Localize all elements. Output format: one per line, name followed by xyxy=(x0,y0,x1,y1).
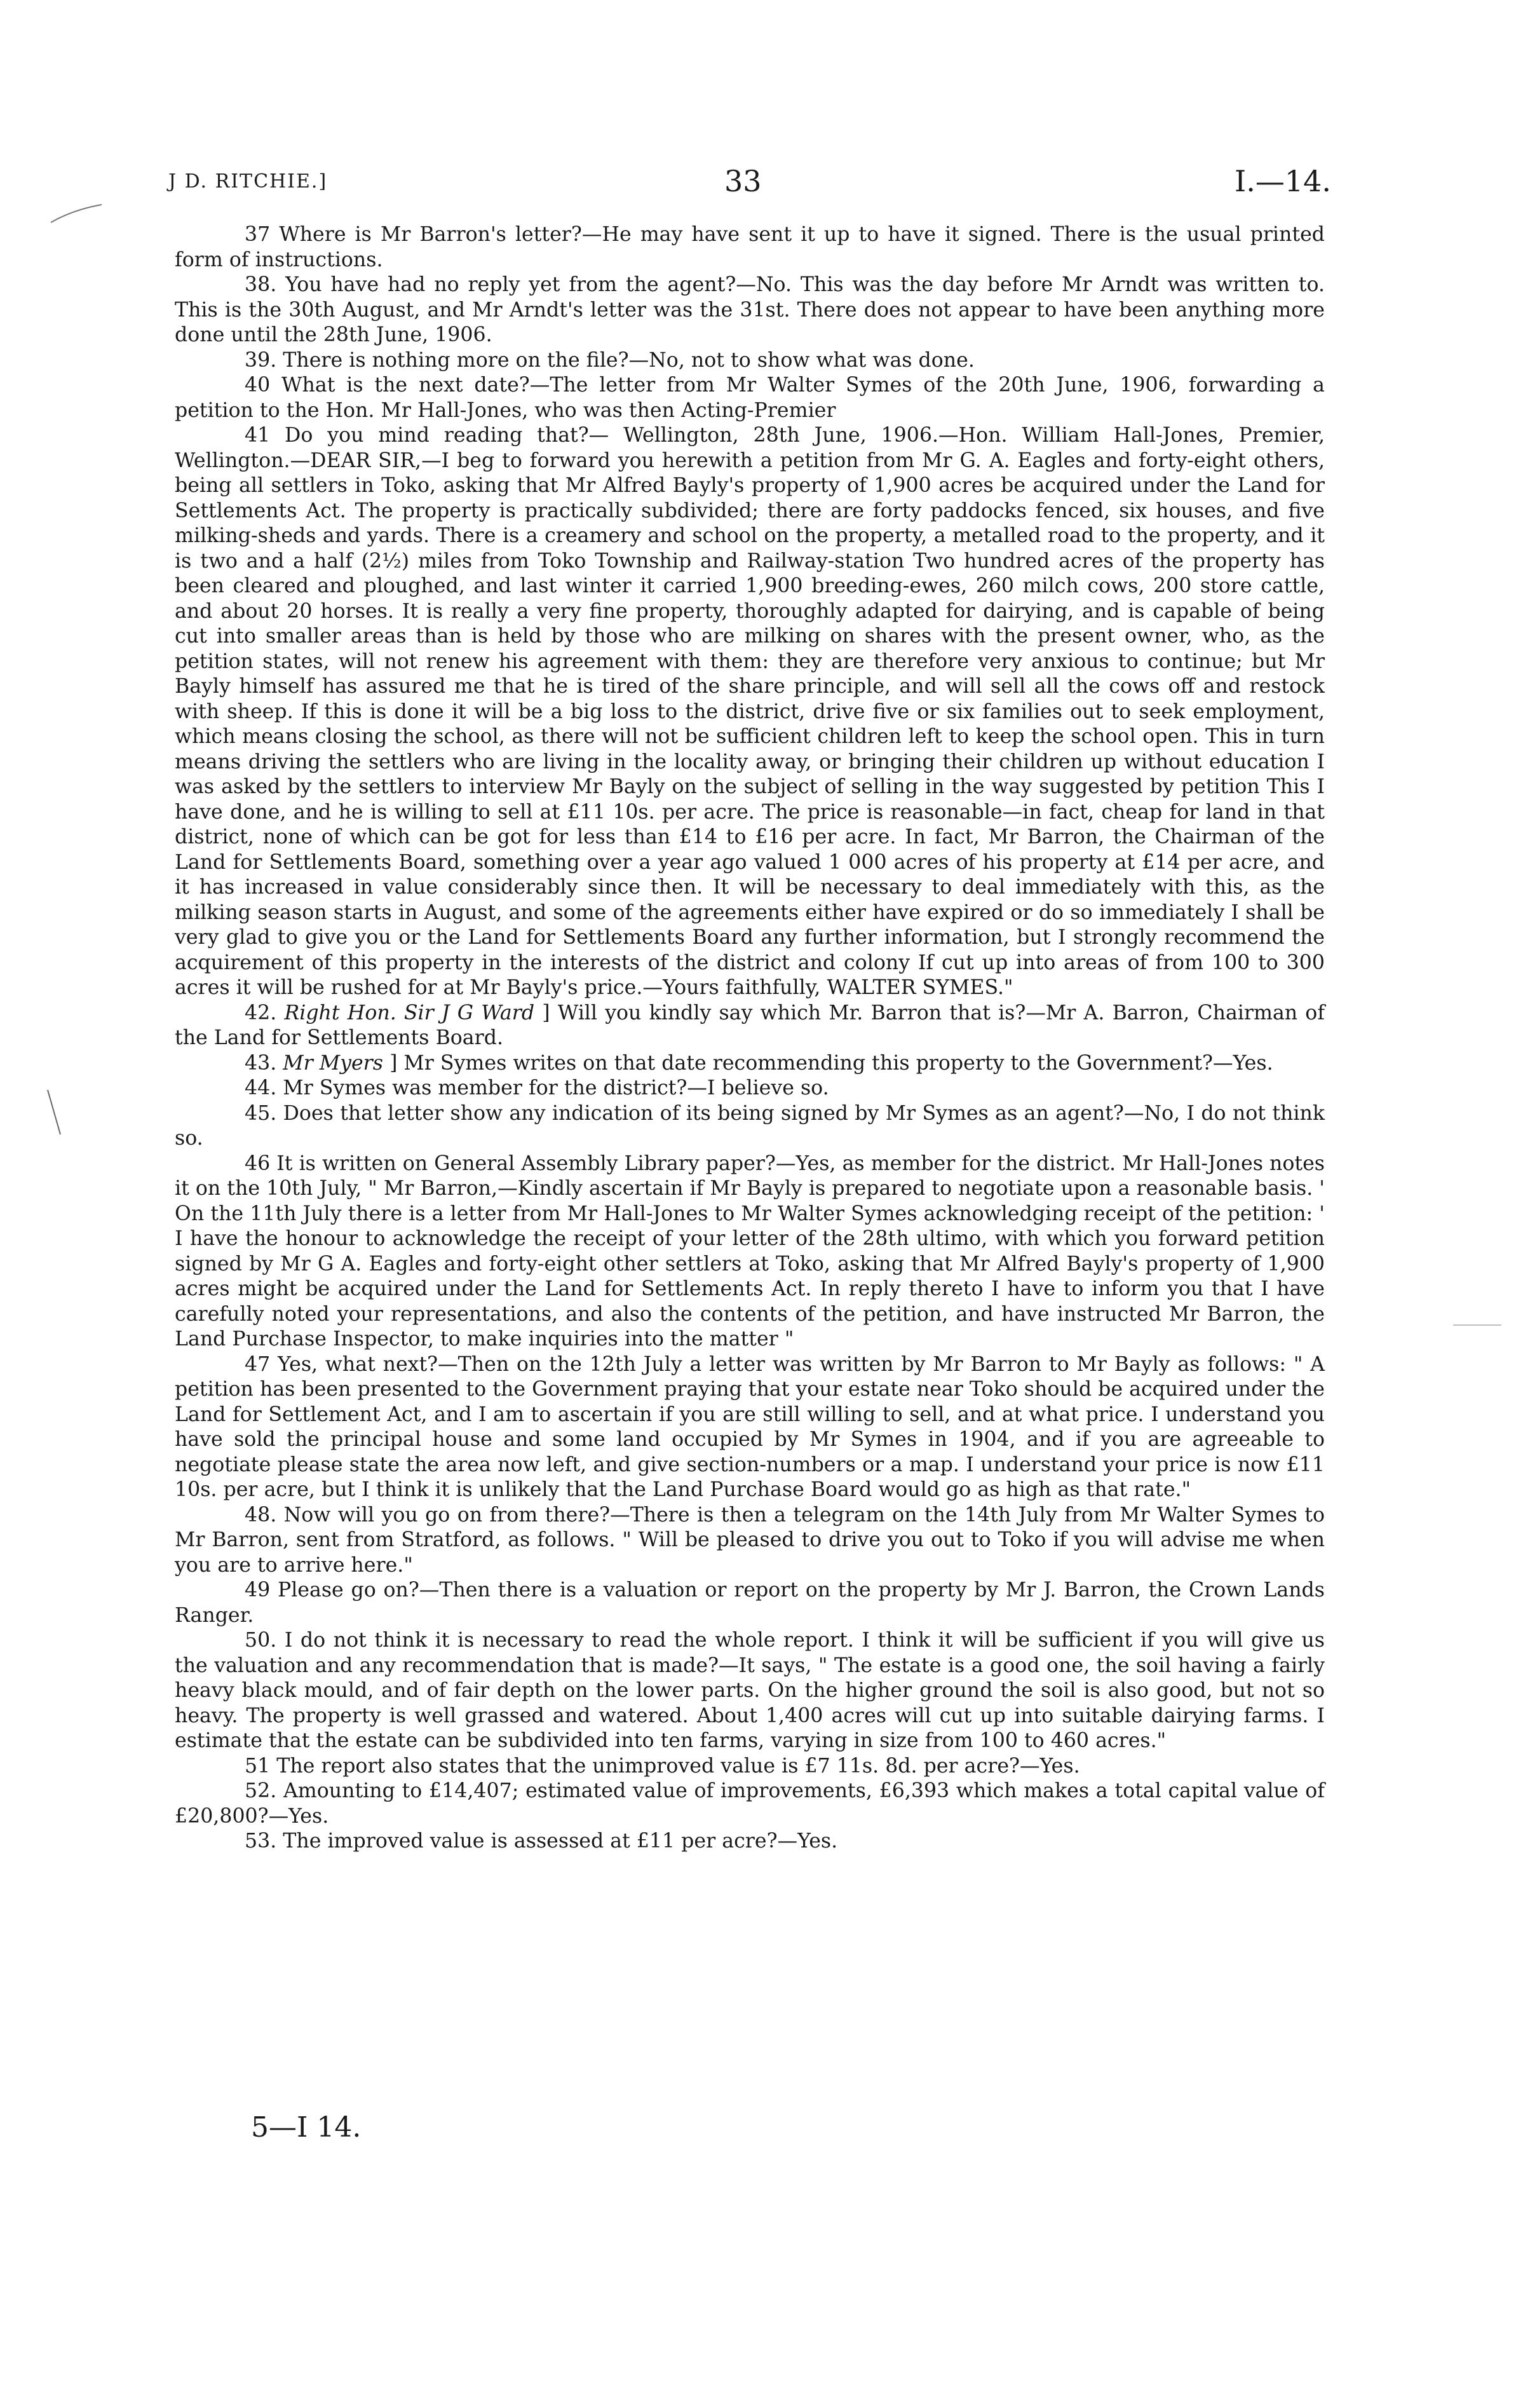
paragraph-41: 41 Do you mind reading that?— Wellington, 28th June, 1906.—Hon. William Hall-Jones, Premier, Wellington.—DEAR SIR,—I beg to forward you herewith a petition from Mr G. A. Eagles and forty-eight others, being all settlers in Toko, asking that Mr Alfred Bayly's property of 1,900 acres be acquired under the Land for Settlements Act. The property is practically subdivided; there are forty paddocks fenced, six houses, and five milking-sheds and yards. There is a creamery and school on the property, a metalled road to the property, and it is two and a half (2½) miles from Toko Township and Railway-station Two hundred acres of the property has been cleared and ploughed, and last winter it carried 1,900 breeding-ewes, 260 milch cows, 200 store cattle, and about 20 horses. It is really a very fine property, thoroughly adapted for dairying, and is capable of being cut into smaller areas than is held by those who are milking on shares with the present owner, who, as the petition states, will not renew his agreement with them: they are therefore very anxious to continue; but Mr Bayly himself has assured me that he is tired of the share principle, and will sell all the cows off and restock with sheep. If this is done it will be a big loss to the district, drive five or six families out to seek employment, which means closing the school, as there will not be sufficient children left to keep the school open. This in turn means driving the settlers who are living in the locality away, or bringing their children up without education I was asked by the settlers to interview Mr Bayly on the subject of selling in the way suggested by petition This I have done, and he is willing to sell at £11 10s. per acre. The price is reasonable—in fact, cheap for land in that district, none of which can be got for less than £14 to £16 per acre. In fact, Mr Barron, the Chairman of the Land for Settlements Board, something over a year ago valued 1 000 acres of his property at £14 per acre, and it has increased in value considerably since then. It will be necessary to deal immediately with this, as the milking season starts in August, and some of the agreements either have expired or do so immediately I shall be very glad to give you or the Land for Settlements Board any further information, but I strongly recommend the acquirement of this property in the interests of the district and colony If cut up into areas of from 100 to 300 acres it will be rushed for at Mr Bayly's price.—Yours faithfully, WALTER SYMES." xyxy=(175,424,1325,999)
paragraph-37: 37 Where is Mr Barron's letter?—He may have sent it up to have it signed. There is the usual printed form of instructions. xyxy=(175,223,1325,271)
scan-mark-icon xyxy=(48,197,105,229)
witness-name: J D. RITCHIE.] xyxy=(168,170,328,193)
paragraph-46: 46 It is written on General Assembly Library paper?—Yes, as member for the district. Mr Hall-Jones notes it on the 10th July, " Mr Barron,—Kindly ascertain if Mr Bayly is prepared to negotiate upon a reasonable basis. ' On the 11th July there is a letter from Mr Hall-Jones to Mr Walter Symes acknowledging receipt of the petition: ' I have the honour to acknowledge the receipt of your letter of the 28th ultimo, with which you forward petition signed by Mr G A. Eagles and forty-eight other settlers at Toko, asking that Mr Alfred Bayly's property of 1,900 acres might be acquired under the Land for Settlements Act. In reply thereto I have to inform you that I have carefully noted your representations, and also the contents of the petition, and have instructed Mr Barron, the Land Purchase Inspector, to make inquiries into the matter " xyxy=(175,1152,1325,1350)
paragraph-49: 49 Please go on?—Then there is a valuation or report on the property by Mr J. Barron, the Crown Lands Ranger. xyxy=(175,1579,1325,1627)
paragraph-42: 42. Right Hon. Sir J G Ward ] Will you kindly say which Mr. Barron that is?—Mr A. Barron, Chairman of the Land for Settlements Board. xyxy=(175,1001,1325,1049)
speaker-name: Mr Myers xyxy=(283,1051,384,1075)
scan-mark-icon xyxy=(1452,1322,1503,1328)
paragraph-53: 53. The improved value is assessed at £11 per acre?—Yes. xyxy=(245,1830,838,1853)
paragraph-47: 47 Yes, what next?—Then on the 12th July a letter was written by Mr Barron to Mr Bayly as follows: " A petition has been presented to the Government praying that your estate near Toko should be acquired under the Land for Settlement Act, and I am to ascertain if you are still willing to sell, and at what price. I understand you have sold the principal house and some land occupied by Mr Symes in 1904, and if you are agreeable to negotiate please state the area now left, and give section-numbers or a map. I understand your price is now £11 10s. per acre, but I think it is unlikely that the Land Purchase Board would go as high as that rate." xyxy=(175,1352,1325,1501)
paragraph-48: 48. Now will you go on from there?—There is then a telegram on the 14th July from Mr Walter Symes to Mr Barron, sent from Stratford, as follows. " Will be pleased to drive you out to Toko if you will advise me when you are to arrive here." xyxy=(175,1503,1325,1577)
paragraph-43: 43. Mr Myers ] Mr Symes writes on that date recommending this property to the Government?—Yes. xyxy=(245,1051,1273,1075)
paragraph-44: 44. Mr Symes was member for the district?—I believe so. xyxy=(245,1077,829,1099)
paragraph-38: 38. You have had no reply yet from the agent?—No. This was the day before Mr Arndt was written to. This is the 30th August, and Mr Arndt's letter was the 31st. There does not appear to have been anything more done until the 28th June, 1906. xyxy=(175,273,1325,346)
paragraph-39: 39. There is nothing more on the file?—No, not to show what was done. xyxy=(245,348,975,372)
document-reference: I.—14. xyxy=(1235,164,1331,198)
paragraph-52: 52. Amounting to £14,407; estimated value of improvements, £6,393 which makes a total capital value of £20,800?—Yes. xyxy=(175,1779,1325,1828)
scan-mark-icon xyxy=(41,1087,67,1138)
evidence-text xyxy=(175,222,1325,1854)
paragraph-51: 51 The report also states that the unimproved value is £7 11s. 8d. per acre?—Yes. xyxy=(245,1754,1080,1778)
speaker-name: Right Hon. Sir J G Ward xyxy=(284,1001,535,1024)
paragraph-45: 45. Does that letter show any indication of its being signed by Mr Symes as an agent?—No, I do not think so. xyxy=(175,1101,1325,1150)
paragraph-50: 50. I do not think it is necessary to read the whole report. I think it will be sufficient if you will give us the valuation and any recommendation that is made?—It says, " The estate is a good one, the soil having a fairly heavy black mould, and of fair depth on the lower parts. On the higher ground the soil is also good, but not so heavy. The property is well grassed and watered. About 1,400 acres will cut up into suitable dairying farms. I estimate that the estate can be subdivided into ten farms, varying in size from 100 to 460 acres." xyxy=(175,1629,1325,1752)
paragraph-40: 40 What is the next date?—The letter from Mr Walter Symes of the 20th June, 1906, forwarding a petition to the Hon. Mr Hall-Jones, who was then Acting-Premier xyxy=(175,374,1325,422)
running-header xyxy=(168,159,1331,203)
page-number: 33 xyxy=(724,164,762,198)
printer-signature: 5—I 14. xyxy=(251,2111,362,2144)
